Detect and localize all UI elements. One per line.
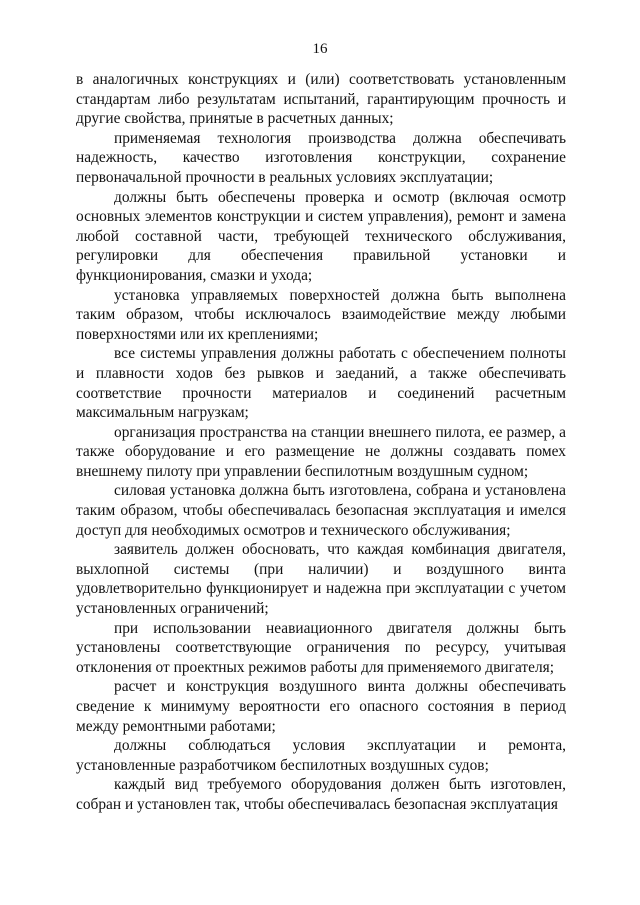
paragraph: силовая установка должна быть изготовлена, собрана и установлена таким образом, чтобы обеспечивалась безопасная эксплуатация и имелся доступ для необходимых осмотров и технического обслуживания; [76,482,566,539]
paragraph: расчет и конструкция воздушного винта должны обеспечивать сведение к минимуму вероятности его опасного состояния в период между ремонтными работами; [76,678,566,735]
paragraph: заявитель должен обосновать, что каждая комбинация двигателя, выхлопной системы (при наличии) и воздушного винта удовлетворительно функционирует и надежна при эксплуатации с учетом установленных ограничений; [76,541,566,618]
document-body [76,70,566,815]
paragraph: применяемая технология производства должна обеспечивать надежность, качество изготовления конструкции, сохранение первоначальной прочности в реальных условиях эксплуатации; [76,129,566,186]
paragraph-continuation: в аналогичных конструкциях и (или) соответствовать установленным стандартам либо результатам испытаний, гарантирующим прочность и другие свойства, принятые в расчетных данных; [76,71,566,128]
paragraph: при использовании неавиационного двигателя должны быть установлены соответствующие ограничения по ресурсу, учитывая отклонения от проектных режимов работы для применяемого двигателя; [76,619,566,676]
paragraph: должны соблюдаться условия эксплуатации и ремонта, установленные разработчиком беспилотных воздушных судов; [76,737,566,774]
page-number: 16 [312,41,328,57]
paragraph: установка управляемых поверхностей должна быть выполнена таким образом, чтобы исключалось взаимодействие между любыми поверхностями или их креплениями; [76,286,566,343]
paragraph: организация пространства на станции внешнего пилота, ее размер, а также оборудование и его размещение не должны создавать помех внешнему пилоту при управлении беспилотным воздушным судном; [76,423,566,480]
paragraph: все системы управления должны работать с обеспечением полноты и плавности ходов без рывков и заеданий, а также обеспечивать соответствие прочности материалов и соединений расчетным максимальным нагрузкам; [76,345,566,422]
paragraph: каждый вид требуемого оборудования должен быть изготовлен, собран и установлен так, чтобы обеспечивалась безопасная эксплуатация [76,776,566,813]
paragraph: должны быть обеспечены проверка и осмотр (включая осмотр основных элементов конструкции и систем управления), ремонт и замена любой составной части, требующей технического обслуживания, регулировки для обеспечения правильной установки и функционирования, смазки и ухода; [76,188,566,284]
